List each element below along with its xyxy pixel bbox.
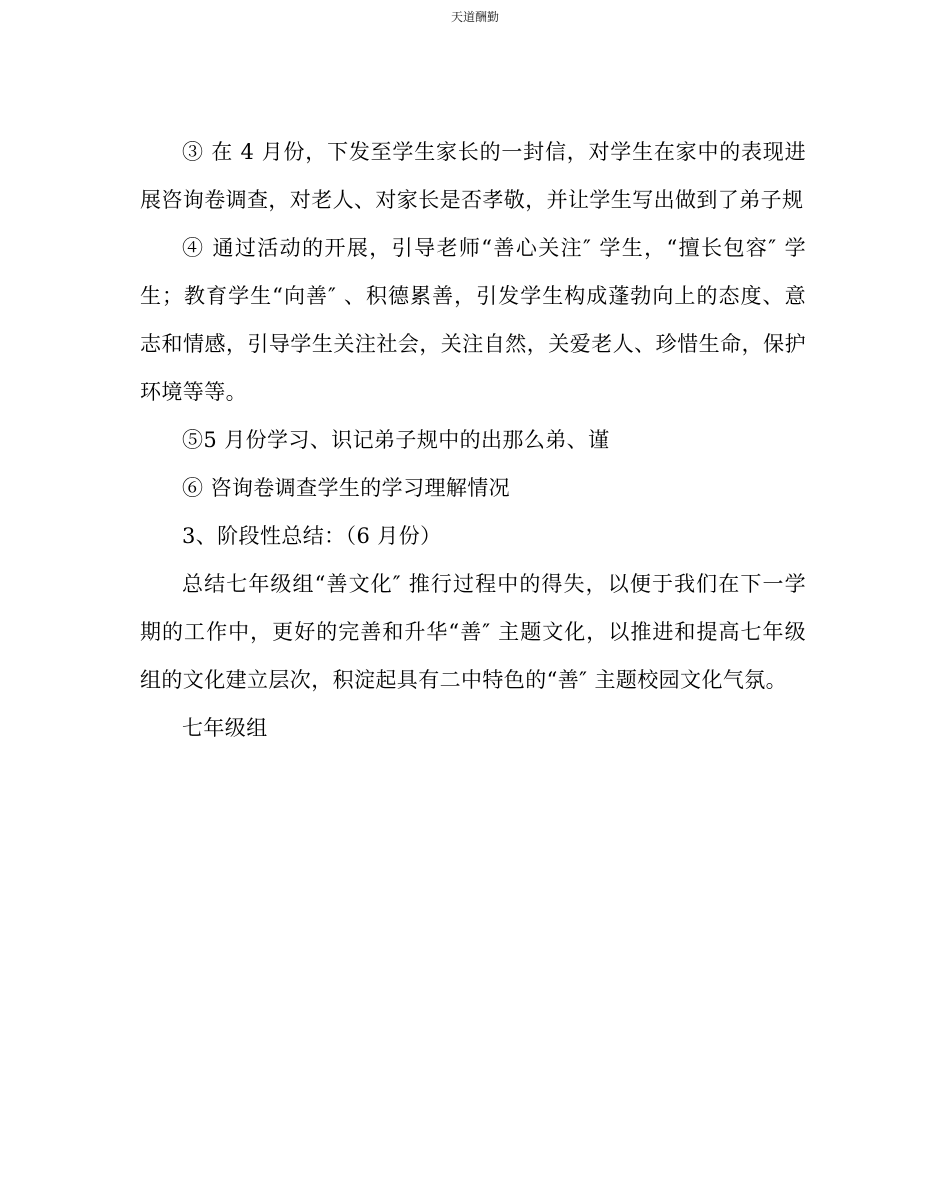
summary-paragraph: 总结七年级组“善文化″ 推行过程中的得失，以便于我们在下一学期的工作中，更好的完善和升华“善″ 主题文化，以推进和提高七年级组的文化建立层次，积淀起具有二中特色的“善″ 主题校园文化气氛。 — [140, 572, 806, 692]
paragraph-item-6: ⑥ 咨询卷调查学生的学习理解情况 — [182, 476, 511, 500]
page-header: 天道酬勤 — [450, 10, 499, 24]
signature-line: 七年级组 — [182, 716, 268, 740]
paragraph-item-4: ④ 通过活动的开展，引导老师“善心关注″ 学生，“擅长包容″ 学生；教育学生“向善″ 、积德累善，引发学生构成蓬勃向上的态度、意志和情感，引导学生关注社会，关注自然，关爱老人、珍惜生命，保护环境等等。 — [140, 236, 806, 404]
section-heading-summary: 3、阶段性总结：（6 月份） — [182, 524, 442, 548]
paragraph-item-5: ⑤5 月份学习、识记弟子规中的出那么弟、谨 — [182, 428, 610, 452]
document-body — [140, 128, 806, 752]
paragraph-item-3: ③ 在 4 月份，下发至学生家长的一封信，对学生在家中的表现进展咨询卷调查，对老人、对家长是否孝敬，并让学生写出做到了弟子规 — [140, 140, 806, 212]
